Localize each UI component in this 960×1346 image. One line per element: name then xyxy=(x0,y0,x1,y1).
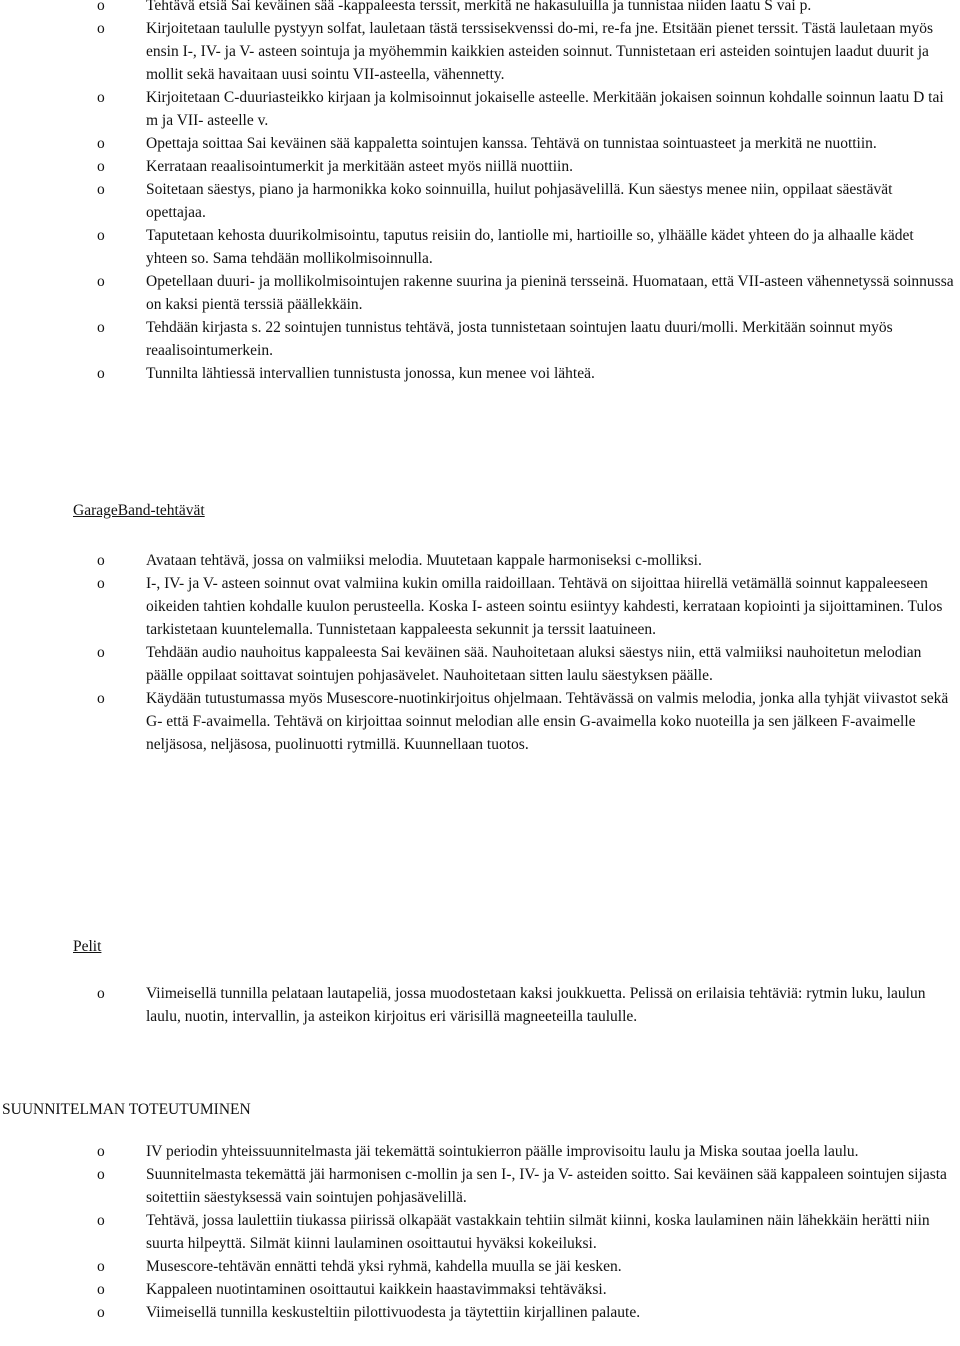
list-item: o IV periodin yhteissuunnitelmasta jäi tekemättä sointukierron päälle improvisoitu laulu ja Miska soutaa joella laulu. xyxy=(0,1140,960,1163)
bullet-icon: o xyxy=(97,89,105,106)
list-item: o Tunnilta lähtiessä intervallien tunnistusta jonossa, kun menee voi lähteä. xyxy=(0,362,960,385)
activities-list xyxy=(0,0,960,385)
bullet-icon: o xyxy=(97,1166,105,1183)
bullet-icon: o xyxy=(97,575,105,592)
list-item: o Viimeisellä tunnilla pelataan lautapeliä, jossa muodostetaan kaksi joukkuetta. Pelissä on erilaisia tehtäviä: rytmin luku, laulun laulu, nuotin, intervallin, ja asteikon kirjoitus eri värisillä magneeteilla taululle. xyxy=(0,982,960,1028)
bullet-icon: o xyxy=(97,1143,105,1160)
bullet-icon: o xyxy=(97,135,105,152)
bullet-icon: o xyxy=(97,181,105,198)
list-item: o Kirjoitetaan taululle pystyyn solfat, lauletaan tästä terssisekvenssi do-mi, re-fa jne. Etsitään pienet terssit. Tästä lauletaan myös ensin I-, IV- ja V- asteen sointuja ja myöhemmin kaikkien asteiden soinnut. Tunnistetaan eri asteiden sointujen laadut duurit ja mollit sekä havaitaan uusi sointu VII-asteella, vähennetty. xyxy=(0,17,960,86)
list-item: o I-, IV- ja V- asteen soinnut ovat valmiina kukin omilla raidoillaan. Tehtävä on sijoittaa hiirellä vetämällä soinnut kappaleeseen oikeiden tahtien kohdalle kuulon perusteella. Koska I- asteen sointu esiintyy kahdesti, kerrataan kopiointi ja sijoittaminen. Tulos tarkistetaan kuuntelemalla. Tunnistetaan kappaleesta sekunnit ja terssit laatuineen. xyxy=(0,572,960,641)
bullet-icon: o xyxy=(97,158,105,175)
list-item: o Käydään tutustumassa myös Musescore-nuotinkirjoitus ohjelmaan. Tehtävässä on valmis melodia, jonka alla tyhjät viivastot sekä G- että F-avaimella. Tehtävä on kirjoittaa soinnut melodian alle ensin G-avaimella koko nuoteilla ja sen jälkeen F-avaimelle neljäsosa, neljäsosa, puolinuotti rytmillä. Kuunnellaan tuotos. xyxy=(0,687,960,756)
list-item: o Taputetaan kehosta duurikolmisointu, taputus reisiin do, lantiolle mi, hartioille so, ylhäälle kädet yhteen do ja alhaalle kädet yhteen so. Sama tehdään mollikolmisoinnulla. xyxy=(0,224,960,270)
bullet-icon: o xyxy=(97,1212,105,1229)
list-item: o Opettaja soittaa Sai keväinen sää kappaletta sointujen kanssa. Tehtävä on tunnistaa sointuasteet ja merkitä ne nuottiin. xyxy=(0,132,960,155)
bullet-icon: o xyxy=(97,273,105,290)
section-heading-pelit: Pelit xyxy=(73,938,102,955)
list-item: o Viimeisellä tunnilla keskusteltiin pilottivuodesta ja täytettiin kirjallinen palaute. xyxy=(0,1301,960,1324)
bullet-icon: o xyxy=(97,20,105,37)
toteutuminen-list xyxy=(0,1140,960,1324)
section-heading-garageband: GarageBand-tehtävät xyxy=(73,502,205,519)
pelit-list xyxy=(0,982,960,1028)
bullet-icon: o xyxy=(97,1304,105,1321)
list-item: o Avataan tehtävä, jossa on valmiiksi melodia. Muutetaan kappale harmoniseksi c-molliksi. xyxy=(0,549,960,572)
list-item: o Tehdään audio nauhoitus kappaleesta Sai keväinen sää. Nauhoitetaan aluksi säestys niin, että valmiiksi nauhoitetun melodian päälle oppilaat soittavat sointujen pohjasävelet. Nauhoitetaan sitten laulu säestyksen päälle. xyxy=(0,641,960,687)
bullet-icon: o xyxy=(97,1258,105,1275)
bullet-icon: o xyxy=(97,0,105,14)
list-item: o Musescore-tehtävän ennätti tehdä yksi ryhmä, kahdella muulla se jäi kesken. xyxy=(0,1255,960,1278)
bullet-icon: o xyxy=(97,227,105,244)
garageband-list xyxy=(0,549,960,756)
bullet-icon: o xyxy=(97,690,105,707)
list-item: o Kirjoitetaan C-duuriasteikko kirjaan ja kolmisoinnut jokaiselle asteelle. Merkitään jokaisen soinnun kohdalle soinnun laatu D tai m ja VII- asteelle v. xyxy=(0,86,960,132)
list-item: o Tehdään kirjasta s. 22 sointujen tunnistus tehtävä, josta tunnistetaan sointujen laatu duuri/molli. Merkitään soinnut myös reaalisointumerkein. xyxy=(0,316,960,362)
bullet-icon: o xyxy=(97,319,105,336)
list-item: o Tehtävä etsiä Sai keväinen sää -kappaleesta terssit, merkitä ne hakasuluilla ja tunnistaa niiden laatu S vai p. xyxy=(0,0,960,17)
list-item: o Kappaleen nuotintaminen osoittautui kaikkein haastavimmaksi tehtäväksi. xyxy=(0,1278,960,1301)
bullet-icon: o xyxy=(97,985,105,1002)
list-item: o Kerrataan reaalisointumerkit ja merkitään asteet myös niillä nuottiin. xyxy=(0,155,960,178)
bullet-icon: o xyxy=(97,1281,105,1298)
bullet-icon: o xyxy=(97,644,105,661)
list-item: o Tehtävä, jossa laulettiin tiukassa piirissä olkapäät vastakkain tehtiin silmät kiinni, koska laulaminen näin lähekkäin herätti niin suurta hilpeyttä. Silmät kiinni laulaminen osoittautui hyväksi kokeiluksi. xyxy=(0,1209,960,1255)
bullet-icon: o xyxy=(97,552,105,569)
section-heading-toteutuminen: SUUNNITELMAN TOTEUTUMINEN xyxy=(2,1101,251,1118)
list-item: o Soitetaan säestys, piano ja harmonikka koko soinnuilla, huilut pohjasävelillä. Kun säestys menee niin, oppilaat säestävät opettajaa. xyxy=(0,178,960,224)
bullet-icon: o xyxy=(97,365,105,382)
list-item: o Opetellaan duuri- ja mollikolmisointujen rakenne suurina ja pieninä tersseinä. Huomataan, että VII-asteen vähennetyssä soinnussa on kaksi pientä terssiä päällekkäin. xyxy=(0,270,960,316)
list-item: o Suunnitelmasta tekemättä jäi harmonisen c-mollin ja sen I-, IV- ja V- asteiden soitto. Sai keväinen sää kappaleen sointujen sijasta soitettiin säestyksessä vain sointujen pohjasävelillä. xyxy=(0,1163,960,1209)
